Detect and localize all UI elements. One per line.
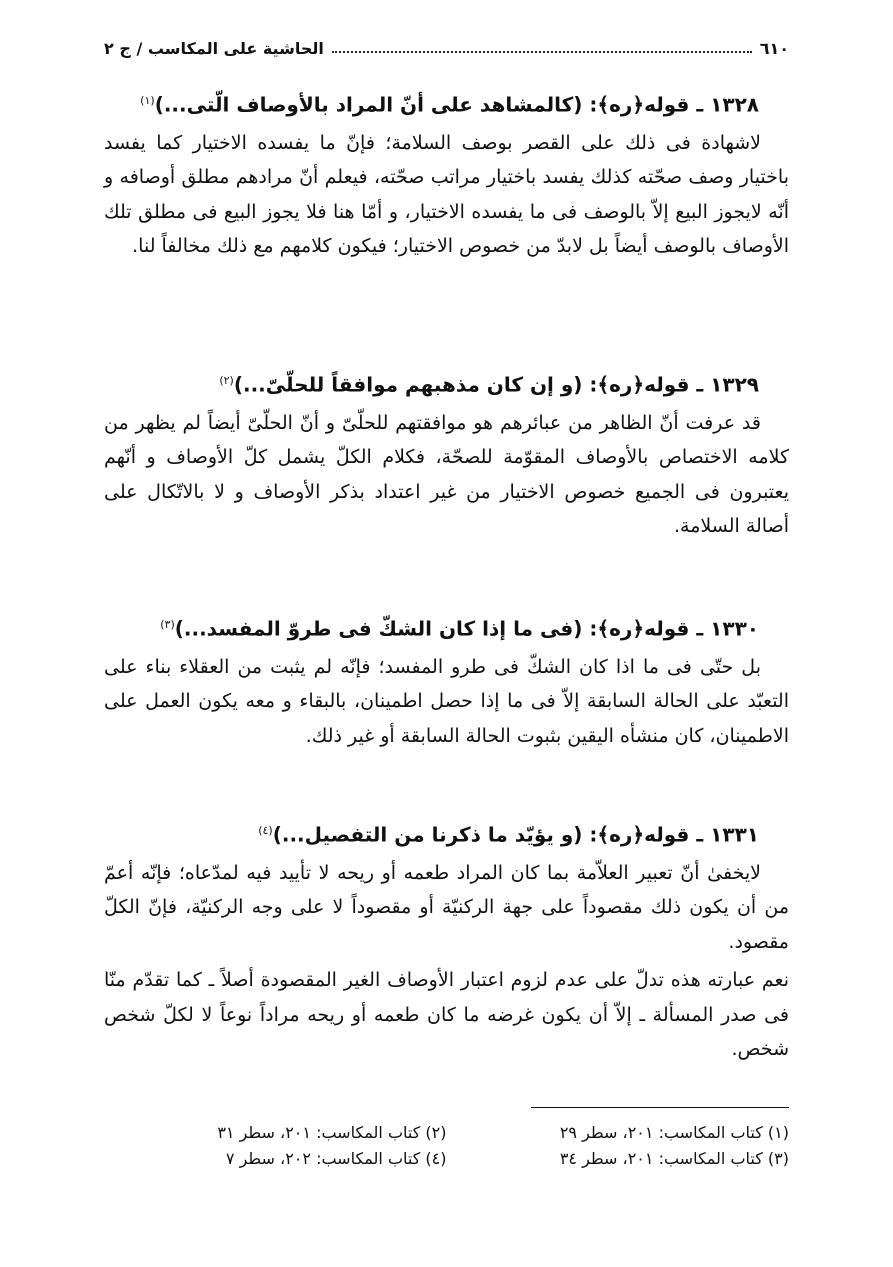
footnote-3: (٣) كتاب المكاسب: ٢٠١، سطر ٣٤ — [559, 1149, 789, 1168]
header-leader-dots — [332, 51, 752, 53]
section-heading: ١٣٣٠ ـ قوله﴿ره﴾: (فى ما إذا كان الشكّ فى طروّ المفسد...)$^{(٣)}$ — [160, 616, 759, 641]
footnote-row — [104, 1146, 789, 1172]
paragraph: بل حتّى فى ما اذا كان الشكّ فى طرو المفسد؛ فإنّه لم يثبت من العقلاء بناء على التعبّد على الحالة السابقة إلاّ فى ما إذا حصل اطمينان، بالبقاء و معه يكون العمل على الاطمينان، كان منشأه اليقين بثبوت الحالة السابقة أو غير ذلك. — [104, 655, 789, 747]
section-heading: ١٣٢٩ ـ قوله﴿ره﴾: (و إن كان مذهبهم موافقاً للحلّىّ...)$^{(٢)}$ — [219, 372, 759, 397]
footnote-ref[interactable]: (٢) — [219, 374, 234, 387]
section-1329 — [104, 366, 789, 544]
footnote-4: (٤) كتاب المكاسب: ٢٠٢، سطر ٧ — [225, 1149, 447, 1168]
running-header — [104, 34, 789, 62]
paragraph: لايخفىٰ أنّ تعبير العلاّمة بما كان المراد طعمه أو ريحه لا تأييد فيه لمدّعاه؛ فإنّه أعمّ من أن يكون ذلك مقصوداً على جهة الركنيّة أو مقصوداً لا على وجه الركنيّة، فإنّ الكلّ مقصود. — [104, 861, 789, 953]
footnote-ref[interactable]: (٣) — [160, 618, 175, 631]
footnote-2: (٢) كتاب المكاسب: ٢٠١، سطر ٣١ — [217, 1123, 447, 1142]
footnote-1: (١) كتاب المكاسب: ٢٠١، سطر ٢٩ — [559, 1123, 789, 1142]
section-1328 — [104, 86, 789, 264]
section-heading: ١٣٣١ ـ قوله﴿ره﴾: (و يؤيّد ما ذكرنا من التفصيل...)$^{(٤)}$ — [258, 822, 759, 847]
footnote-ref[interactable]: (١) — [140, 94, 155, 107]
header-title: الحاشية على المكاسب / ج ٢ — [104, 38, 324, 58]
footnote-row — [104, 1120, 789, 1146]
page-number: ٦١٠ — [759, 38, 789, 58]
paragraph: قد عرفت أنّ الظاهر من عبائرهم هو موافقتهم للحلّىّ و أنّ الحلّىّ أيضاً لم يظهر من كلامه الاختصاص بالأوصاف المقوّمة للصحّة، فكلام الكلّ يشمل كلّ الأوصاف و أنّهم يعتبرون فى الجميع خصوص الاختيار من غير اعتداد بذكر الأوصاف و لا بالاتّكال على أصالة السلامة. — [104, 411, 789, 538]
section-1331 — [104, 816, 789, 1067]
footnote-divider — [531, 1107, 789, 1108]
section-1330 — [104, 610, 789, 753]
paragraph: نعم عبارته هذه تدلّ على عدم لزوم اعتبار الأوصاف الغير المقصودة أصلاً ـ كما تقدّم منّا فى صدر المسألة ـ إلاّ أن يكون غرضه ما كان طعمه أو ريحه مراداً نوعاً لا لكلّ شخص شخص. — [104, 969, 789, 1061]
footnote-ref[interactable]: (٤) — [258, 824, 273, 837]
section-heading: ١٣٢٨ ـ قوله﴿ره﴾: (كالمشاهد على أنّ المراد بالأوصاف الّتى...)$^{(١)}$ — [140, 92, 759, 117]
paragraph: لاشهادة فى ذلك على القصر بوصف السلامة؛ فإنّ ما يفسده الاختيار كما يفسد باختيار وصف صحّته كذلك يفسد باختيار مراتب صحّته، فيعلم أنّ مرادهم مطلق أوصافه و أنّه لايجوز البيع إلاّ بالوصف فى ما يفسده الاختيار، و أمّا هنا فلا يجوز البيع فى مطلق تلك الأوصاف بالوصف أيضاً بل لابدّ من خصوص الاختيار؛ فيكون كلامهم مع ذلك مخالفاً لنا. — [104, 131, 789, 258]
footnotes — [104, 1120, 789, 1172]
